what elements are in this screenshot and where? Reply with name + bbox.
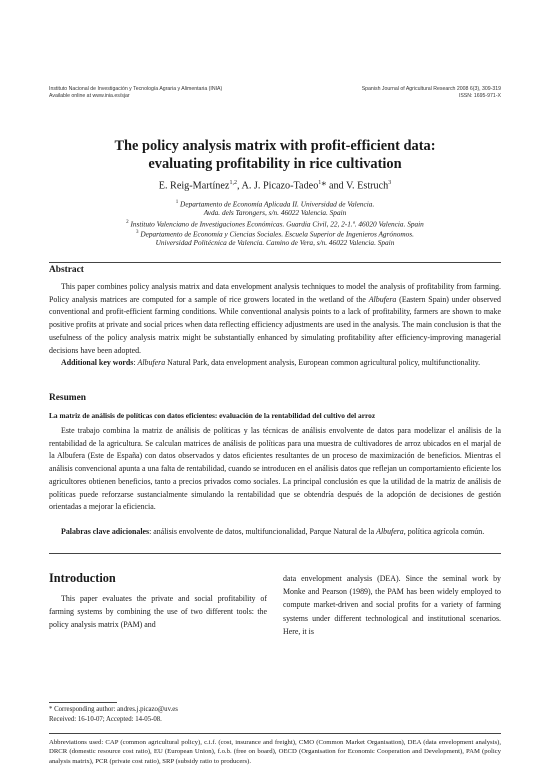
author-1-affiliation: 1,2 bbox=[229, 180, 237, 186]
resumen-text: Este trabajo combina la matriz de análisis de políticas y las técnicas de análisis envolvente de datos para modelizar el análisis de la rentabilidad de la agricultura. Se calculan matrices de análisis de políticas para una muestra de cultivadores de arroz ubicados en el marjal de la Albufera (Este de España) con datos observados y datos eficientes resultantes de un proceso de maximización de beneficios. Mientras el análisis convencional apunta a una falta de rentabilidad, cuando se introducen en el análisis datos que reflejan un comportamiento eficiente los agricultores obtienen beneficios, tanto a precios privados como sociales. La principal conclusión es que la utilidad de la matriz de análisis de políticas puede reforzarse sustancialmente simulando la rentabilidad que se obtendría después de la adopción de decisiones de gestión orientadas a mejorar la eficiencia. bbox=[49, 426, 501, 512]
palabras-clave-label: Palabras clave adicionales bbox=[61, 527, 150, 536]
keywords-albufera: Albufera bbox=[137, 358, 166, 367]
institute-name: Instituto Nacional de Investigación y Tecnología Agraria y Alimentaria (INIA) bbox=[49, 86, 223, 92]
abstract-body bbox=[49, 281, 501, 357]
keywords-label: Additional key words bbox=[61, 358, 134, 367]
palabras-clave-text-1: : análisis envolvente de datos, multifuncionalidad, Parque Natural de la bbox=[149, 527, 377, 536]
abstract-albufera: Albufera bbox=[368, 294, 397, 304]
abstract-heading: Abstract bbox=[49, 265, 84, 275]
keywords-text: Natural Park, data envelopment analysis, European common agricultural policy, multifunctionality. bbox=[165, 358, 481, 367]
palabras-clave-text-2: , política agrícola común. bbox=[403, 527, 485, 536]
resumen-heading: Resumen bbox=[49, 393, 86, 403]
author-2-affiliation: 1 bbox=[318, 180, 322, 186]
resumen-keywords bbox=[49, 526, 501, 539]
resumen-body bbox=[49, 425, 501, 514]
title-line-2: evaluating profitability in rice cultivation bbox=[148, 156, 402, 172]
affiliation-3-number: 3 bbox=[136, 230, 139, 235]
affiliation-1-address: Avda. dels Tarongers, s/n. 46022 Valencia. Spain bbox=[203, 208, 347, 217]
journal-citation-line bbox=[362, 86, 501, 100]
title-line-1: The policy analysis matrix with profit-efficient data: bbox=[114, 138, 436, 154]
keywords-colon: : bbox=[133, 358, 138, 367]
affiliation-2-text: Instituto Valenciano de Investigaciones Económicas. Guardia Civil, 22, 2-1.ª. 46020 Valencia. Spain bbox=[128, 219, 424, 229]
introduction-left-column bbox=[49, 592, 267, 632]
paper-title bbox=[49, 137, 501, 173]
abstract-text-1: This paper combines policy analysis matrix and data envelopment analysis techniques to model the analysis of profitability from farming. Policy analysis matrices are computed for a sample of rice growers located in the wetland of the bbox=[49, 282, 501, 304]
author-2: , A. J. Picazo-Tadeo bbox=[236, 180, 319, 192]
author-3: and V. Estruch bbox=[326, 180, 389, 192]
introduction-heading: Introduction bbox=[49, 571, 116, 585]
journal-institute-line bbox=[49, 86, 222, 100]
affiliation-3-text: Departamento de Economía y Ciencias Sociales. Escuela Superior de Ingenieros Agrónomos. bbox=[138, 229, 414, 239]
abstract-keywords bbox=[49, 357, 501, 370]
author-list bbox=[49, 180, 501, 191]
affiliation-2-number: 2 bbox=[126, 220, 129, 225]
abstract-top-rule bbox=[49, 262, 501, 263]
abstract-text-2: (Eastern Spain) under observed conventional and profit-efficient farming conditions. While conventional analysis points to a lack of profitability, farmers are shown to make positive profits at private and social prices when data reflecting efficiency adjustments are used in the analysis. The main conclusion is that the usefulness of the policy analysis matrix might be substantially enhanced by simulating profitability after efficiency-improving managerial decisions have been adopted. bbox=[49, 294, 502, 355]
availability-url: Available online at www.inia.es/sjar bbox=[49, 93, 130, 99]
affiliation-1-text: Departamento de Economía Aplicada II. Universidad de Valencia. bbox=[178, 199, 375, 209]
corresponding-author-note: * Corresponding author: andres.j.picazo@uv.es bbox=[49, 706, 178, 713]
introduction-right-column: data envelopment analysis (DEA). Since the seminal work by Monke and Pearson (1989), the PAM has been widely employed to compute market-driven and social profits for a variety of farming systems under different technological and institutional scenarios. Here, it is bbox=[283, 574, 501, 636]
palabras-clave-albufera: Albufera bbox=[376, 527, 404, 536]
author-3-affiliation: 3 bbox=[388, 180, 392, 186]
affiliation-3-address: Universidad Politécnica de Valencia. Camino de Vera, s/n. 46022 Valencia. Spain bbox=[155, 238, 395, 247]
journal-issn: ISSN: 1695-971-X bbox=[458, 93, 501, 99]
author-1: E. Reig-Martínez bbox=[158, 180, 230, 192]
resumen-subtitle: La matriz de análisis de políticas con datos eficientes: evaluación de la rentabilidad del cultivo del arroz bbox=[49, 411, 376, 420]
resumen-bottom-rule bbox=[49, 553, 501, 554]
corresponding-mark: * bbox=[321, 180, 327, 192]
journal-citation: Spanish Journal of Agricultural Research 2008 6(3), 309-319 bbox=[361, 86, 501, 92]
abbreviations-note: Abbreviations used: CAP (common agricultural policy), c.i.f. (cost, insurance and freight), CMO (Common Market Organisation), DEA (data envelopment analysis), DRCR (domestic resource cost ratio), EU (European Union), f.o.b. (free on board), OECD (Organisation for Economic Cooperation and Development), PAM (policy analysis matrix), PCR (private cost ratio), SRP (subsidy ratio to producers). bbox=[49, 739, 501, 765]
abbreviations-rule bbox=[49, 733, 501, 734]
affiliation-1-number: 1 bbox=[175, 200, 179, 205]
introduction-left-text: This paper evaluates the private and social profitability of farming systems by combining the use of two different tools: the policy analysis matrix (PAM) and bbox=[49, 594, 267, 630]
footnote-separator bbox=[49, 702, 117, 703]
received-date: Received: 16-10-07; Accepted: 14-05-08. bbox=[49, 716, 162, 723]
